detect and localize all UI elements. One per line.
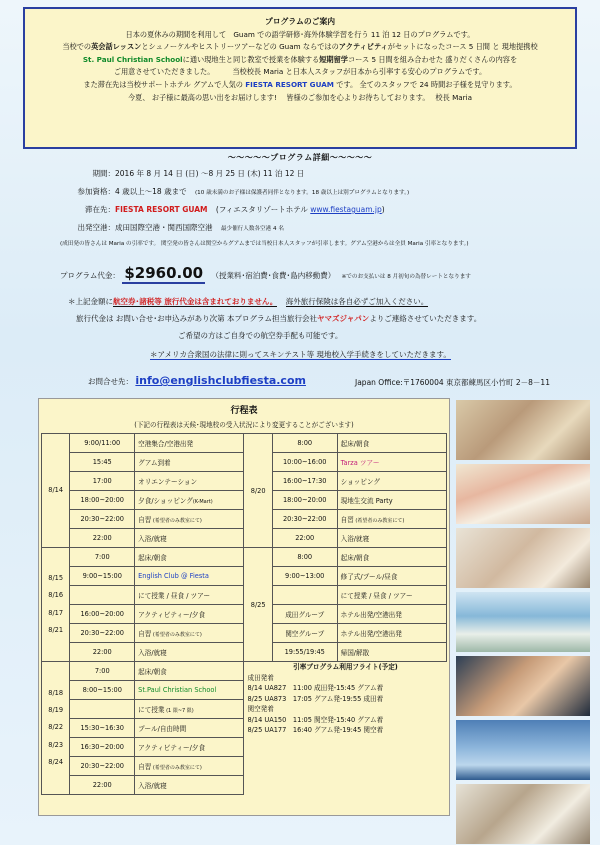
intro-title: プログラムのご案内 (264, 17, 336, 26)
schedule-time: 8:00 (272, 548, 337, 567)
schedule-time: 15:45 (70, 453, 135, 472)
schedule-time: 7:00 (70, 548, 135, 567)
group-photo (456, 464, 590, 524)
schedule-activity: 帰国/解散 (337, 643, 446, 662)
contact-email-link[interactable]: info@englishclubfiesta.com (135, 374, 306, 387)
departure-row: 出発空港：成田国際空港・関西国際空港 最少催行人数各空港 4 名 (77, 223, 284, 232)
schedule-time: 22:00 (70, 643, 135, 662)
flight-line: 8/25 UA177 16:40 グアム発-19:45 関空着 (247, 726, 384, 735)
schedule-time (70, 700, 135, 719)
schedule-table (38, 398, 450, 816)
schedule-activity: プール/自由時間 (135, 719, 244, 738)
schedule-activity: 起床/朝食 (337, 548, 446, 567)
schedule-activity: ショッピング (337, 472, 446, 491)
schedule-time: 成田グループ (272, 605, 337, 624)
schedule-grid (41, 433, 447, 795)
hotel-website-link[interactable]: www.fiestaguam.jp (310, 205, 382, 214)
flight-line: 8/14 UA150 11:05 関空発-15:40 グアム着 (247, 715, 384, 724)
photo-column (456, 400, 590, 845)
flight-line: 成田発着 (247, 673, 274, 682)
schedule-activity: 起床/朝食 (135, 548, 244, 567)
schedule-activity: 修了式/プール/昼食 (337, 567, 446, 586)
schedule-time: 17:00 (70, 472, 135, 491)
schedule-time: 22:00 (70, 776, 135, 795)
table-row (42, 434, 447, 453)
schedule-date: 8/14 (42, 434, 70, 548)
intro-line-3: St. Paul Christian Schoolに通い現地生と同じ教室で授業を体験する短期留学コース 5 日間を組み合わせた 盛りだくさんの内容を (82, 54, 518, 64)
schedule-activity: アクティビティー/夕食 (135, 738, 244, 757)
schedule-time (272, 586, 337, 605)
program-fee: $2960.00 (124, 264, 204, 282)
schedule-time: 16:30~20:00 (70, 738, 135, 757)
eligibility-row: 参加資格：4 歳以上～18 歳まで (10 歳未満のお子様は保護者同伴となります。18 歳以上は別プログラムとなります。) (77, 187, 410, 196)
schedule-time: 16:00~20:00 (70, 605, 135, 624)
schedule-time: 18:00~20:00 (70, 491, 135, 510)
schedule-time: 19:55/19:45 (272, 643, 337, 662)
schedule-time: 9:00~13:00 (272, 567, 337, 586)
schedule-date: 8/25 (244, 548, 272, 662)
schedule-activity: St.Paul Christian School (135, 681, 244, 700)
intro-line-2: 当校での英会話レッスンとシュノーケルやヒストリーツアーなどの Guam ならではのアクティビティがセットになったコース 5 日間 と 現地提携校 (62, 42, 538, 52)
contact-row: お問合せ先： info@englishclubfiesta.com (88, 374, 306, 387)
notice-travel-agency: 旅行代金は お問い合せ･お申込みがあり次第 本プログラム担当旅行会社ヤマズジャパンよりご連絡させていただきます。 (76, 314, 482, 323)
fee-row: プログラム代金： $2960.00 （授業料･宿泊費･食費･島内移動費） ※でのお支払いは 8 月初旬の為替レートとなります (60, 264, 471, 282)
schedule-time: 18:00~20:00 (272, 491, 337, 510)
notice-skin-test: ＊アメリカ合衆国の法律に則ってスキンテスト等 現地校入学手続きをしていただきます。 (150, 350, 451, 359)
schedule-time: 関空グループ (272, 624, 337, 643)
schedule-activity: にて授業 / 昼食 / ツアー (135, 586, 244, 605)
program-intro-box (23, 7, 577, 149)
class-activity-photo (456, 784, 590, 844)
schedule-activity: 夕食/ショッピング(K-Mart) (135, 491, 244, 510)
schedule-title: 行程表 (230, 406, 258, 416)
schedule-activity: 現地生交流 Party (337, 491, 446, 510)
flight-title: 引率プログラム利用フライト(予定) (293, 663, 398, 671)
escort-note: (成田発の皆さんは Maria の引率です。 関空発の皆さんは関空からグアムまでは当校日本人スタッフが引率します。グアム空港からは全員 Maria 引率となります。) (60, 241, 469, 247)
schedule-time: 22:00 (70, 529, 135, 548)
flight-info (244, 662, 447, 795)
table-row (42, 548, 447, 567)
schedule-date: 8/15 8/16 8/17 8/21 (42, 548, 70, 662)
notice-own-ticket: ご希望の方はご自身での航空券手配も可能です。 (178, 331, 343, 340)
schedule-activity: 空港集合/空港出発 (135, 434, 244, 453)
table-row (42, 662, 447, 681)
schedule-time: 9:00~15:00 (70, 567, 135, 586)
schedule-activity: 入浴/就寝 (135, 529, 244, 548)
flight-line: 8/25 UA873 17:05 グアム発-19:55 成田着 (247, 694, 384, 703)
jumping-photo (456, 720, 590, 780)
schedule-activity: にて授業 / 昼食 / ツアー (337, 586, 446, 605)
schedule-activity: 起床/朝食 (135, 662, 244, 681)
schedule-time: 20:30~22:00 (70, 624, 135, 643)
notice-airfare: ＊上記金額に航空券･諸税等 旅行代金は含まれておりません。 海外旅行保険は各自必ずご加入ください。 (68, 297, 429, 306)
flight-line: 関空発着 (247, 705, 274, 714)
schedule-time: 8:00~15:00 (70, 681, 135, 700)
stay-row: 滞在先：FIESTA RESORT GUAM (フィエスタリゾートホテル www.fiestaguam.jp) (85, 205, 385, 214)
schedule-time: 7:00 (70, 662, 135, 681)
schedule-time: 15:30~16:30 (70, 719, 135, 738)
schedule-activity: ホテル出発/空港出発 (337, 624, 446, 643)
office-address: Japan Office:〒1760004 東京都練馬区小竹町 2－8－11 (355, 378, 550, 387)
intro-line-6: 今夏、 お子様に最高の思い出をお届けします! 皆様のご参加を心よりお待ちしております。 校長 Maria (127, 92, 473, 102)
schedule-activity: 自習 (希望者のみ教室にて) (135, 757, 244, 776)
schedule-time: 20:30~22:00 (272, 510, 337, 529)
schedule-activity: 入浴/就寝 (135, 776, 244, 795)
schedule-note: (下記の行程表は天候･現地校の受入状況により変更することがございます) (134, 421, 354, 429)
schedule-activity: 自習 (希望者のみ教室にて) (337, 510, 446, 529)
schedule-time: 9:00/11:00 (70, 434, 135, 453)
schedule-time: 22:00 (272, 529, 337, 548)
schedule-activity: にて授業 (1 限~7 限) (135, 700, 244, 719)
period-row: 期間：2016 年 8 月 14 日 (日) ～8 月 25 日 (木) 11 泊 12 日 (92, 169, 305, 178)
schedule-time: 20:30~22:00 (70, 510, 135, 529)
schedule-activity: アクティビティー/夕食 (135, 605, 244, 624)
schedule-time: 10:00~16:00 (272, 453, 337, 472)
kids-smiling-photo (456, 656, 590, 716)
students-photo (456, 528, 590, 588)
schedule-activity: 自習 (希望者のみ教室にて) (135, 624, 244, 643)
schedule-date: 8/18 8/19 8/22 8/23 8/24 (42, 662, 70, 795)
schedule-activity: Tarza ツアー (337, 453, 446, 472)
schedule-time: 20:30~22:00 (70, 757, 135, 776)
schedule-time: 16:00~17:30 (272, 472, 337, 491)
schedule-time (70, 586, 135, 605)
schedule-activity: オリエンテーション (135, 472, 244, 491)
schedule-activity: 起床/朝食 (337, 434, 446, 453)
intro-line-5: また滞在先は当校サポートホテル グアムで人気の FIESTA RESORT GUAM です。 全てのスタッフで 24 時間お子様を見守ります。 (83, 80, 517, 90)
schedule-activity: English Club @ Fiesta (135, 567, 244, 586)
schedule-activity: 自習 (希望者のみ教室にて) (135, 510, 244, 529)
pool-photo (456, 592, 590, 652)
flight-line: 8/14 UA827 11:00 成田発-15:45 グアム着 (247, 684, 384, 693)
intro-line-4: ご用意させていただきました。 当校校長 Maria と日本人スタッフが日本から引率する安心のプログラムです。 (113, 67, 487, 77)
intro-line-1: 日本の夏休みの期間を利用して Guam での語学研修･海外体験学習を行う 11 泊 12 日のプログラムです。 (125, 29, 475, 39)
schedule-date: 8/20 (244, 434, 272, 548)
schedule-activity: グアム到着 (135, 453, 244, 472)
classroom-photo (456, 400, 590, 460)
schedule-activity: 入浴/就寝 (135, 643, 244, 662)
details-heading: ～～～～～プログラム詳細～～～～～ (227, 153, 373, 162)
schedule-activity: 入浴/就寝 (337, 529, 446, 548)
schedule-time: 8:00 (272, 434, 337, 453)
schedule-activity: ホテル出発/空港出発 (337, 605, 446, 624)
